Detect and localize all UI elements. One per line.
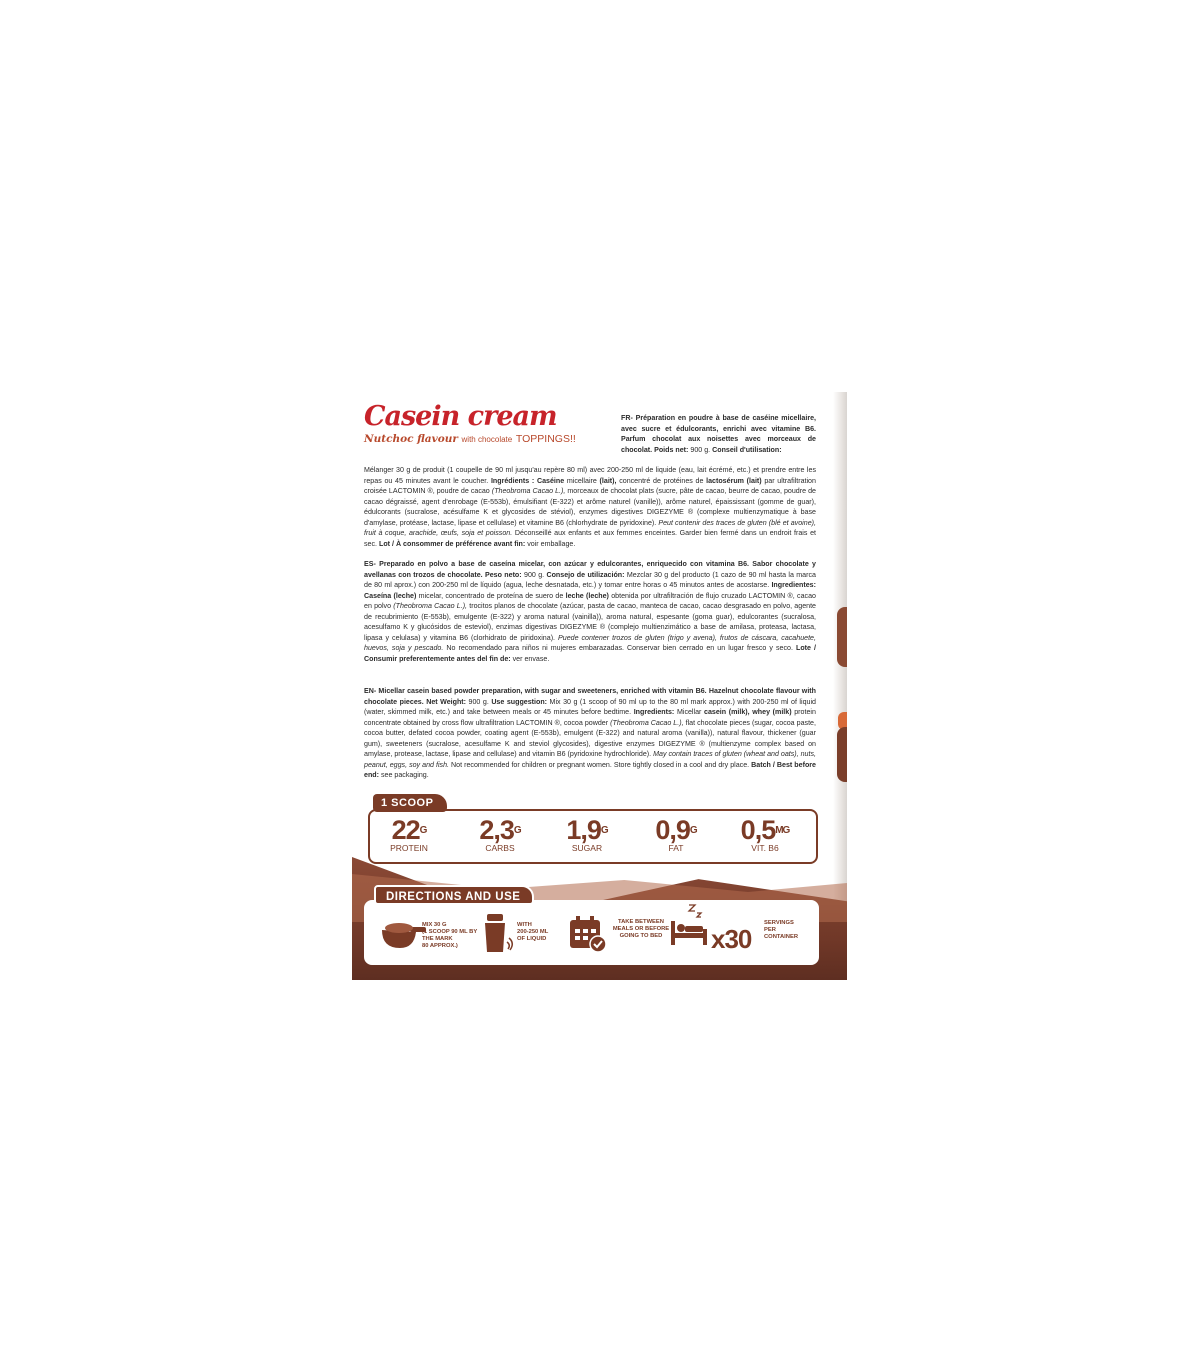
scoop-icon (380, 916, 426, 952)
brand-subtitle: Nutchoc flavour with chocolate TOPPINGS!! (364, 433, 576, 445)
fr-text: Mélanger 30 g de produit (1 coupelle de 90 ml jusqu'au repère 80 ml) avec 200-250 ml de liquide (eau, lait écrémé, etc.) et prendre entre les repas ou 45 minutes avant le coucher. Ingrédients : Caséine micellaire (lait), concentré de protéines de lactosérum (lait) par ultrafiltration croisée LACTOMIN ®, poudre de cacao (Theobroma Cacao L.), morceaux de chocolat plats (sucre, pâte de cacao, beurre de cacao, poudre de cacao dégraissé, agent d'enrobage (E-553b), émulsifiant (E-322) et arôme naturel (vanille)), arôme naturel, épaississant (gomme de guar), édulcorants (sucralose, acésulfame K et glycosides de stéviol), enzymes digestives DIGEZYME ® (complexe multienzymatique à base d'amylase, protéase, lactase, lipase et cellulase) et vitamine B6 (chlorhydrate de pyridoxine). Peut contenir des traces de gluten (blé et avoine), fruit à coque, arachide, œufs, soja et poisson. Déconseillé aux enfants et aux femmes enceintes. Garder bien fermé dans un endroit frais et sec. Lot / À consommer de préférence avant fin: voir emballage. (364, 466, 816, 548)
brand-logo (364, 402, 604, 445)
en-text: EN- Micellar casein based powder preparation, with sugar and sweeteners, enriched with vitamin B6. Hazelnut chocolate flavour with chocolate pieces. Net Weight: 900 g. Use suggestion: Mix 30 g (1 scoop of 90 ml up to the 80 ml mark approx.) with 200-250 ml of liquid (water, skimmed milk, etc.) and take between meals or 45 minutes before bedtime. Ingredients: Micellar casein (milk), whey (milk) protein concentrate obtained by cross flow ultrafiltration LACTOMIN ®, cocoa powder (Theobroma Cacao L.), flat chocolate pieces (sugar, cocoa paste, cocoa butter, defated cocoa powder, coating agent (E-553b), emulgent (E-322) and natural aroma (vanilla)), natural flavour, thickener (guar gum), sweeteners (sucralose, acesulfame K and steviol glycosides), digestive enzymes DIGEZYME ® (multienzyme complex based on amylase, protease, lactase, lipase and cellulase) and vitamin B6 (pyridoxine hydrochloride). May contain traces of gluten (wheat and oats), nuts, peanut, eggs, soy and fish. Not recommended for children or pregnant women. Store tightly closed in a cool and dry place. Batch / Best before end: see packaging. (364, 687, 816, 779)
brand-title: Casein cream (364, 401, 557, 432)
directions-panel (364, 900, 819, 965)
nutrient-vitb6: $0,5^{MG}$ VIT. B6 (740, 815, 790, 853)
calendar-icon (568, 915, 608, 953)
directions-badge: DIRECTIONS AND USE (374, 885, 534, 905)
fr-header: FR- Préparation en poudre à base de caséine micellaire, avec sucre et édulcorants, enrichi avec vitamine B6. Parfum chocolat aux noisettes avec morceaux de chocolat. Poids net: 900 g. Conseil d'utilisation: (621, 414, 816, 454)
servings-count: x30 (711, 924, 752, 954)
step-liquid-text: WITH 200-250 ML OF LIQUID (517, 922, 549, 942)
step-timing-text: TAKE BETWEEN MEALS OR BEFORE GOING TO BED (612, 919, 670, 939)
nutrition-panel (368, 809, 818, 864)
shaker-icon (478, 912, 514, 956)
nutrient-fat: $0,9^G$ FAT (655, 815, 697, 853)
nutrient-carbs: $2,3^G$ CARBS (479, 815, 521, 853)
bed-icon (669, 903, 709, 947)
servings-text: SERVINGS PER CONTAINER (764, 920, 799, 940)
nutrient-protein: $22^G$ PROTEIN (390, 815, 428, 853)
nutrient-sugar: $1,9^G$ SUGAR (566, 815, 608, 853)
step-mix-text: MIX 30 G (1 SCOOP 90 ML BY THE MARK 80 APPROX.) (422, 922, 478, 949)
scoop-badge: 1 SCOOP (373, 794, 447, 812)
product-label (352, 392, 847, 980)
es-text: ES- Preparado en polvo a base de caseína micelar, con azúcar y edulcorantes, enriquecido con vitamina B6. Sabor chocolate y avellanas con trozos de chocolate. Peso neto: 900 g. Consejo de utilización: Mezclar 30 g del producto (1 cazo de 90 ml hasta la marca de 80 ml aprox.) con 200-250 ml de líquido (agua, leche desnatada, etc.) y tomar entre horas o 45 minutos antes de acostarse. Ingredientes: Caseína (leche) micelar, concentrado de proteína de suero de leche (leche) obtenida por ultrafiltración de flujo cruzado LACTOMIN ®, cacao en polvo (Theobroma Cacao L.), trocitos planos de chocolate (azúcar, pasta de cacao, manteca de cacao, cacao desgrasado en polvo, agente de recubrimiento (E-553b), emulgente (E-322) y aroma natural (vainilla)), aroma natural, espesante (goma guar), edulcorantes (sucralosa, acesulfamo K y glucósidos de esteviol), enzimas digestivas DIGEZYME ® (complejo multienzimático a base de amilasa, proteasa, lactasa, lipasa y celulasa) y vitamina B6 (clorhidrato de piridoxina). Puede contener trozos de gluten (trigo y avena), frutos de cáscara, cacahuete, huevos, soja y pescado. No recomendado para niños ni mujeres embarazadas. Conservar bien cerrado en un lugar fresco y seco. Lote / Consumir preferentemente antes del fin de: ver envase. (364, 560, 816, 663)
